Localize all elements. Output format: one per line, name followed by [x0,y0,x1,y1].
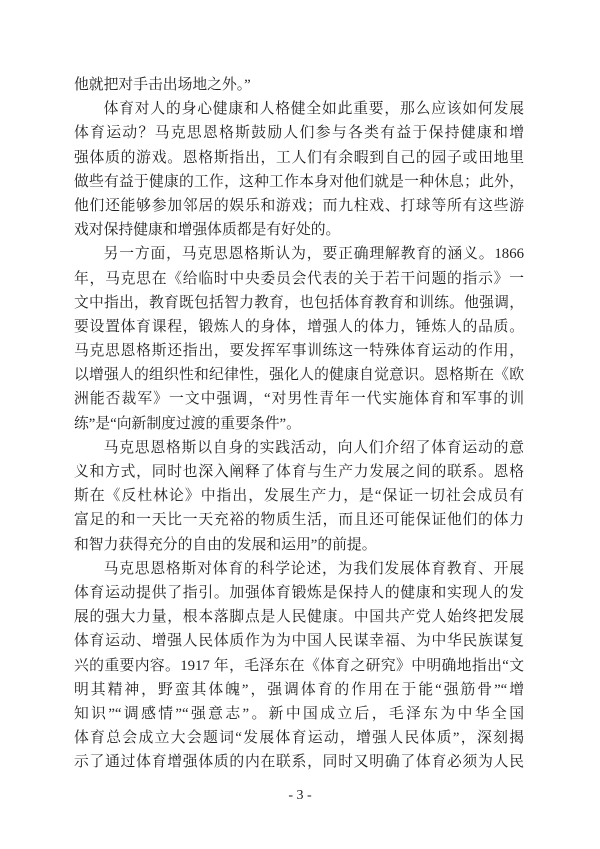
text-line: 知识”“调感情”“强意志”。新中国成立后，毛泽东为中华全国 [74,705,524,722]
text-line: 示了通过体育增强体质的内在联系，同时又明确了体育必须为人民 [74,754,524,771]
text-line: 强体质的游戏。恩格斯指出，工人们有余暇到自己的园子或田地里 [74,149,524,166]
text-line: 体育对人的身心健康和人格健全如此重要，那么应该如何发展 [103,101,524,118]
text-line: 他们还能够参加邻居的娱乐和游戏；而九柱戏、打球等所有这些游 [74,197,524,214]
text-line: 以增强人的组织性和纪律性，强化人的健康自觉意识。恩格斯在《欧 [74,367,524,384]
page-body-text [74,73,524,774]
text-line: 义和方式，同时也深入阐释了体育与生产力发展之间的联系。恩格 [74,464,524,480]
text-line: 和智力获得充分的自由的发展和运用”的前提。 [74,536,377,553]
text-line: 文中指出，教育既包括智力教育，也包括体育教育和训练。他强调， [74,294,524,311]
text-line: 年，马克思在《给临时中央委员会代表的关于若干问题的指示》一 [74,270,524,287]
text-line: 马克思恩格斯以自身的实践活动，向人们介绍了体育运动的意 [103,439,524,456]
text-line: 体育总会成立大会题词“发展体育运动，增强人民体质”，深刻揭 [74,730,524,747]
text-line: 要设置体育课程，锻炼人的身体，增强人的体力，锤炼人的品质。 [74,318,524,335]
text-line: 体育运动、增强人民体质作为为中国人民谋幸福、为中华民族谋复 [74,633,524,650]
text-line: 明其精神，野蛮其体魄”，强调体育的作用在于能“强筋骨”“增 [74,681,524,698]
text-line: 洲能否裁军》一文中强调，“对男性青年一代实施体育和军事的训 [74,391,524,408]
text-line: 体育运动？马克思恩格斯鼓励人们参与各类有益于保持健康和增 [74,125,524,142]
text-line: 另一方面，马克思恩格斯认为，要正确理解教育的涵义。1866 [103,246,524,263]
text-line: 做些有益于健康的工作，这种工作本身对他们就是一种休息；此外， [74,173,524,190]
text-line: 戏对保持健康和增强体质都是有好处的。 [74,222,341,239]
text-line: 马克思恩格斯还指出，要发挥军事训练这一特殊体育运动的作用， [74,343,524,360]
text-line: 展的强大力量，根本落脚点是人民健康。中国共产党人始终把发展 [74,609,524,626]
text-line: 马克思恩格斯对体育的科学论述，为我们发展体育教育、开展 [103,560,524,577]
page-number: - 3 - [288,788,312,803]
text-line: 富足的和一天比一天充裕的物质生活，而且还可能保证他们的体力 [74,512,524,529]
text-line: 练”是“向新制度过渡的重要条件”。 [74,415,301,432]
text-line: 他就把对手击出场地之外。” [74,77,251,93]
text-line: 斯在《反杜林论》中指出，发展生产力，是“保证一切社会成员有 [74,488,524,505]
text-line: 体育运动提供了指引。加强体育锻炼是保持人的健康和实现人的发 [74,584,524,601]
text-line: 兴的重要内容。1917 年，毛泽东在《体育之研究》中明确地指出“文 [74,657,524,674]
